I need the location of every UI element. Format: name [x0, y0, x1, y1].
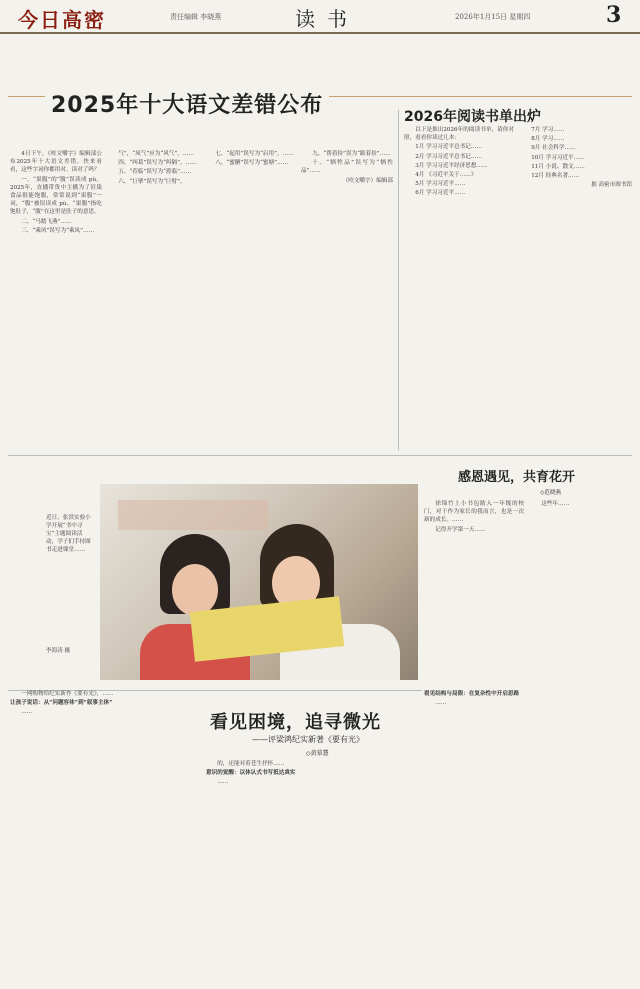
paragraph: 4日下午，《咬文嚼字》编辑部公布2025年十大语文差错。快来看看，这些字词你都用对、读对了吗？ — [10, 151, 102, 174]
essay-column-2 — [530, 500, 632, 680]
paragraph: （咬文嚼字）编辑部 — [342, 177, 393, 184]
booklist-item: 5月 学习习近平…… — [415, 181, 466, 188]
essay-title: 感恩遇见，共育花开 — [458, 470, 576, 485]
paragraph: 这些年…… — [541, 501, 570, 507]
article-title: 2025年十大语文差错公布 — [45, 88, 329, 119]
newspaper-logo: 今日高密 — [18, 8, 106, 32]
paragraph: 四、“纠葛”误写为“纠隔”。…… — [118, 160, 197, 167]
booklist-item: 12月 经典名著…… — [531, 173, 580, 180]
article-column-4 — [301, 150, 393, 480]
column-divider — [398, 110, 399, 450]
booklist-item: 7月 学习…… — [531, 127, 565, 133]
booklist-intro: 以下是推出2026年的阅读书单，请你对照，看看你读过几本： — [404, 127, 514, 142]
issue-date: 2026年1月15日 星期四 — [455, 13, 531, 21]
paragraph: 六、“巨擘”误写为“巨臂”。 — [118, 178, 186, 185]
page-number: 3 — [606, 2, 622, 28]
editor-line: 责任编辑 李晓燕 — [170, 13, 222, 21]
review-column-left — [10, 690, 200, 980]
paragraph: 五、“莅临”误写为“蒞临”…… — [118, 169, 192, 176]
review-subtitle: ——评梁鸿纪实新著《要有光》 — [252, 735, 364, 744]
paragraph: …… — [21, 709, 33, 716]
booklist-item: 8月 学习…… — [531, 136, 565, 143]
review-subheading: 看见结构与局限：在复杂性中开启思路 — [424, 691, 520, 697]
section-title: 读书 — [295, 7, 359, 31]
article-column-2 — [107, 150, 199, 480]
paragraph: 二、“马踏飞燕”…… — [21, 218, 72, 225]
review-title: 看见困境，追寻微光 — [210, 712, 381, 733]
review-subheading: 让孩子说话：从“问题容体”到“叙事主体” — [10, 700, 113, 707]
review-subheading: 意识的觉醒：以体认式书写抵达真实 — [206, 770, 296, 777]
reading-photo — [100, 484, 418, 680]
photo-caption: 近日，张洪实验小学开展“书中寻宝”主题阅读活动，学子们手持图书走进课堂…… — [46, 515, 91, 553]
article-column-3 — [204, 150, 296, 480]
booklist-title: 2026年阅读书单出炉 — [400, 106, 545, 126]
booklist-credit: 据 高密市图书馆 — [591, 182, 632, 189]
paragraph: 的，还能对着苍生抒怀…… — [217, 761, 285, 767]
paragraph: 徐锦竹上小书包踏入一年级的校门，对于作为家长的我而言，也是一次新的成长。…… — [424, 501, 524, 524]
paragraph: 九、“帮着捡”误为“跋着捡”…… — [312, 151, 391, 157]
booklist-column-2 — [520, 126, 632, 451]
photo-banner — [118, 500, 268, 530]
paragraph: 十、“牺牲品”误写为“牺性品”…… — [301, 160, 393, 175]
photo-shape — [172, 564, 218, 616]
review-author: ◇黄慕慧 — [306, 750, 329, 757]
review-column-middle — [206, 760, 416, 980]
paragraph: …… — [435, 700, 447, 707]
section-divider — [8, 455, 632, 456]
booklist-item: 10月 学习习近平…… — [531, 154, 585, 161]
essay-author: ◇范晓燕 — [540, 490, 562, 496]
paragraph: 八、“蜜糖”误写为“蜜塘”…… — [215, 160, 289, 167]
booklist-item: 1月 学习习近平总书记…… — [415, 144, 483, 151]
booklist-item: 4月 《习近平关于……》 — [415, 172, 477, 179]
review-column-right — [424, 690, 632, 980]
booklist-item: 6月 学习习近平…… — [415, 190, 466, 197]
essay-column-1 — [424, 500, 524, 680]
booklist-item: 3月 学习习近平经济思想…… — [415, 162, 488, 169]
paragraph: 记得开学第一天…… — [435, 526, 486, 533]
article-column-1 — [10, 150, 102, 480]
paragraph: 一网购物给纪实新作《要有光》，…… — [21, 691, 114, 697]
paragraph: …… — [217, 779, 229, 786]
paragraph: 一、“果腹”的“腹”误读成 pù。2025年，直播带货中主播为了渲染食品很能饱腹，常常说到“果腹”一词，“腹”被误读成 pù。“果腹”指吃饱肚子，“腹”在这里是肚子的意思。 — [10, 176, 102, 216]
paragraph: 三、“乘风”误写为“乘凤”…… — [21, 227, 95, 234]
booklist-item: 9月 社会科学…… — [531, 145, 576, 152]
booklist-column-1 — [404, 126, 514, 451]
paragraph: 七、“起用”误写为“启用”。…… — [215, 151, 294, 157]
paragraph: 气”，“凤气”应为“风气”，…… — [118, 151, 195, 157]
booklist-item: 11月 小说、散文…… — [531, 163, 585, 170]
booklist-item: 2月 学习习近平总书记…… — [415, 153, 483, 160]
photo-credit: 李海涛 摄 — [46, 648, 71, 654]
